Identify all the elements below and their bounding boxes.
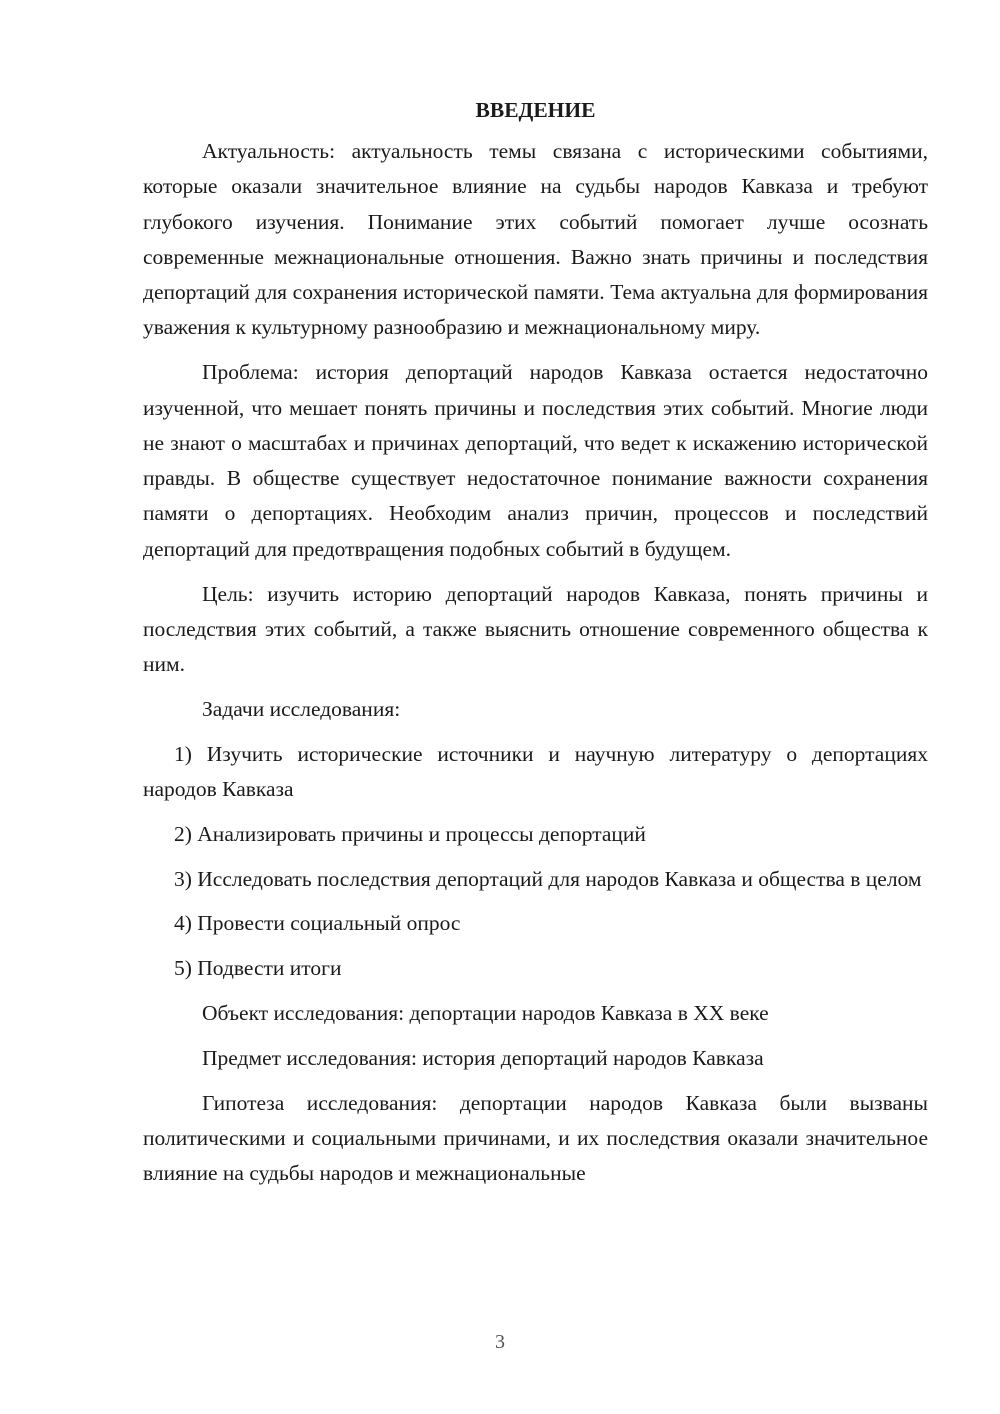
task-item-3: 3) Исследовать последствия депортаций для народов Кавказа и общества в целом xyxy=(174,866,922,891)
research-subject: Предмет исследования: история депортаций народов Кавказа xyxy=(202,1045,764,1070)
page-title: ВВЕДЕНИЕ xyxy=(475,98,596,122)
problem-paragraph: Проблема: история депортаций народов Кавказа остается недостаточно изученной, что мешает понять причины и последствия этих событий. Многие люди не знают о масштабах и причинах депортаций, что ведет к искажению исторической правды. В обществе существует недостаточное понимание важности сохранения памяти о депортациях. Необходим анализ причин, процессов и последствий депортаций для предотвращения подобных событий в будущем. xyxy=(143,360,928,561)
research-hypothesis: Гипотеза исследования: депортации народов Кавказа были вызваны политическими и социальными причинами, и их последствия оказали значительное влияние на судьбы народов и межнациональные xyxy=(143,1090,928,1186)
goal-paragraph: Цель: изучить историю депортаций народов Кавказа, понять причины и последствия этих событий, а также выяснить отношение современного общества к ним. xyxy=(143,581,928,677)
document-page xyxy=(143,93,928,1201)
task-item-2: 2) Анализировать причины и процессы депортаций xyxy=(174,821,646,846)
task-item-5: 5) Подвести итоги xyxy=(174,956,342,981)
task-item-4: 4) Провести социальный опрос xyxy=(174,911,461,936)
research-object: Объект исследования: депортации народов Кавказа в XX веке xyxy=(202,1001,769,1026)
relevance-paragraph: Актуальность: актуальность темы связана с историческими событиями, которые оказали значительное влияние на судьбы народов Кавказа и требуют глубокого изучения. Понимание этих событий помогает лучше осознать современные межнациональные отношения. Важно знать причины и последствия депортаций для сохранения исторической памяти. Тема актуальна для формирования уважения к культурному разнообразию и межнациональному миру. xyxy=(143,139,928,340)
task-item-1: 1) Изучить исторические источники и научную литературу о депортациях народов Кавказа xyxy=(143,741,928,802)
page-number: 3 xyxy=(495,1331,505,1353)
tasks-title: Задачи исследования: xyxy=(202,696,401,721)
